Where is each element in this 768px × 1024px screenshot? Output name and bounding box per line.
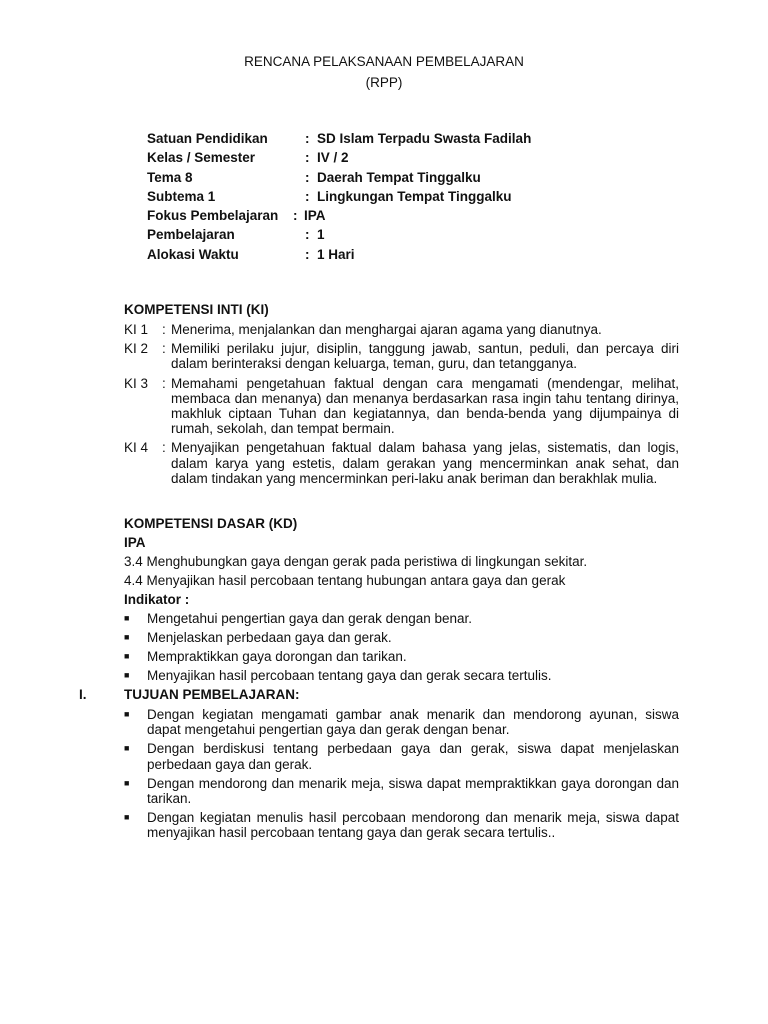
ki-text: Menerima, menjalankan dan menghargai ajaran agama yang dianutnya. [171, 322, 602, 337]
identity-value: Daerah Tempat Tinggalku [317, 169, 481, 185]
identity-colon: : [305, 131, 310, 146]
ki-item [124, 440, 679, 486]
square-bullet-icon: ■ [124, 632, 130, 642]
ki-code: KI 4 [124, 440, 149, 456]
indikator-item [124, 668, 679, 683]
tujuan-item [124, 741, 679, 771]
kd-item: 3.4 Menghubungkan gaya dengan gerak pada peristiwa di lingkungan sekitar. [124, 554, 588, 569]
tujuan-heading: TUJUAN PEMBELAJARAN: [124, 687, 300, 702]
identity-label: Alokasi Waktu [147, 246, 239, 262]
identity-value: SD Islam Terpadu Swasta Fadilah [317, 131, 532, 146]
indikator-list [124, 611, 679, 683]
ki-item [124, 322, 679, 337]
indikator-item [124, 630, 679, 645]
tujuan-item [124, 810, 679, 840]
identity-colon: : [293, 208, 298, 224]
identity-colon: : [305, 188, 310, 204]
ki-code: KI 2 [124, 341, 149, 357]
identity-label: Satuan Pendidikan [147, 131, 268, 146]
ki-heading: KOMPETENSI INTI (KI) [124, 302, 269, 317]
ki-colon: : [162, 322, 166, 337]
ki-item [124, 341, 679, 371]
square-bullet-icon: ■ [124, 709, 130, 719]
tujuan-text: Dengan mendorong dan menarik meja, siswa dapat mempraktikkan gaya dorongan dan tarikan. [147, 775, 679, 807]
tujuan-item [124, 707, 679, 737]
tujuan-text: Dengan kegiatan menulis hasil percobaan mendorong dan menarik meja, siswa dapat menyajikan hasil percobaan tentang gaya dan gerak secara tertulis.. [147, 810, 679, 841]
square-bullet-icon: ■ [124, 670, 130, 680]
identity-label: Subtema 1 [147, 188, 216, 204]
identity-colon: : [305, 169, 310, 185]
indikator-text: Menjelaskan perbedaan gaya dan gerak. [147, 630, 392, 645]
square-bullet-icon: ■ [124, 613, 130, 623]
document-title: RENCANA PELAKSANAAN PEMBELAJARAN [244, 54, 524, 69]
document-subtitle: (RPP) [365, 75, 403, 90]
indikator-text: Mempraktikkan gaya dorongan dan tarikan. [147, 649, 407, 664]
kd-item: 4.4 Menyajikan hasil percobaan tentang hubungan antara gaya dan gerak [124, 573, 566, 588]
tujuan-text: Dengan berdiskusi tentang perbedaan gaya dan gerak, siswa dapat menjelaskan perbedaan gaya dan gerak. [147, 741, 679, 772]
identity-colon: : [305, 150, 310, 166]
square-bullet-icon: ■ [124, 777, 130, 788]
ki-colon: : [162, 341, 166, 357]
square-bullet-icon: ■ [124, 651, 130, 661]
identity-label: Pembelajaran [147, 227, 235, 243]
indikator-text: Menyajikan hasil percobaan tentang gaya dan gerak secara tertulis. [147, 668, 552, 683]
ki-item [124, 376, 679, 437]
indikator-text: Mengetahui pengertian gaya dan gerak dengan benar. [147, 611, 473, 626]
kd-subject: IPA [124, 535, 146, 550]
identity-value: IV / 2 [317, 150, 349, 166]
ki-code: KI 1 [124, 322, 149, 337]
identity-value: 1 [317, 227, 325, 243]
tujuan-list [124, 707, 679, 841]
tujuan-text: Dengan kegiatan mengamati gambar anak menarik dan mendorong ayunan, siswa dapat mengetahui pengertian gaya dan gerak dengan benar. [147, 707, 679, 738]
square-bullet-icon: ■ [124, 812, 130, 823]
tujuan-item [124, 776, 679, 806]
ki-colon: : [162, 375, 166, 391]
identity-label: Kelas / Semester [147, 150, 256, 166]
ki-text: Menyajikan pengetahuan faktual dalam bahasa yang jelas, sistematis, dan logis, dalam karya yang estetis, dalam gerakan yang mencerminkan anak sehat, dan dalam tindakan yang mencerminkan peri-laku anak beriman dan berakhlak mulia. [171, 440, 679, 486]
indikator-label: Indikator : [124, 592, 190, 607]
ki-colon: : [162, 440, 166, 456]
ki-text: Memahami pengetahuan faktual dengan cara mengamati (mendengar, melihat, membaca dan menanya) dan menanya berdasarkan rasa ingin tahu tentang dirinya, makhluk ciptaan Tuhan dan kegiatannya, dan benda-benda yang dijumpainya di rumah, sekolah, dan tempat bermain. [171, 375, 679, 437]
identity-value: 1 Hari [317, 246, 355, 262]
identity-colon: : [305, 227, 310, 243]
identity-label: Tema 8 [147, 169, 193, 185]
identity-value: Lingkungan Tempat Tinggalku [317, 188, 512, 204]
indikator-item [124, 649, 679, 664]
kd-heading: KOMPETENSI DASAR (KD) [124, 516, 298, 531]
ki-list [124, 322, 679, 490]
identity-colon: : [305, 246, 310, 262]
identity-label: Fokus Pembelajaran [147, 208, 279, 224]
ki-text: Memiliki perilaku jujur, disiplin, tanggung jawab, santun, peduli, dan percaya diri dalam berinteraksi dengan keluarga, teman, guru, dan tetangganya. [171, 341, 679, 372]
identity-value: IPA [304, 208, 326, 224]
ki-code: KI 3 [124, 375, 149, 391]
indikator-item [124, 611, 679, 626]
square-bullet-icon: ■ [124, 743, 130, 754]
tujuan-numeral: I. [79, 687, 87, 702]
